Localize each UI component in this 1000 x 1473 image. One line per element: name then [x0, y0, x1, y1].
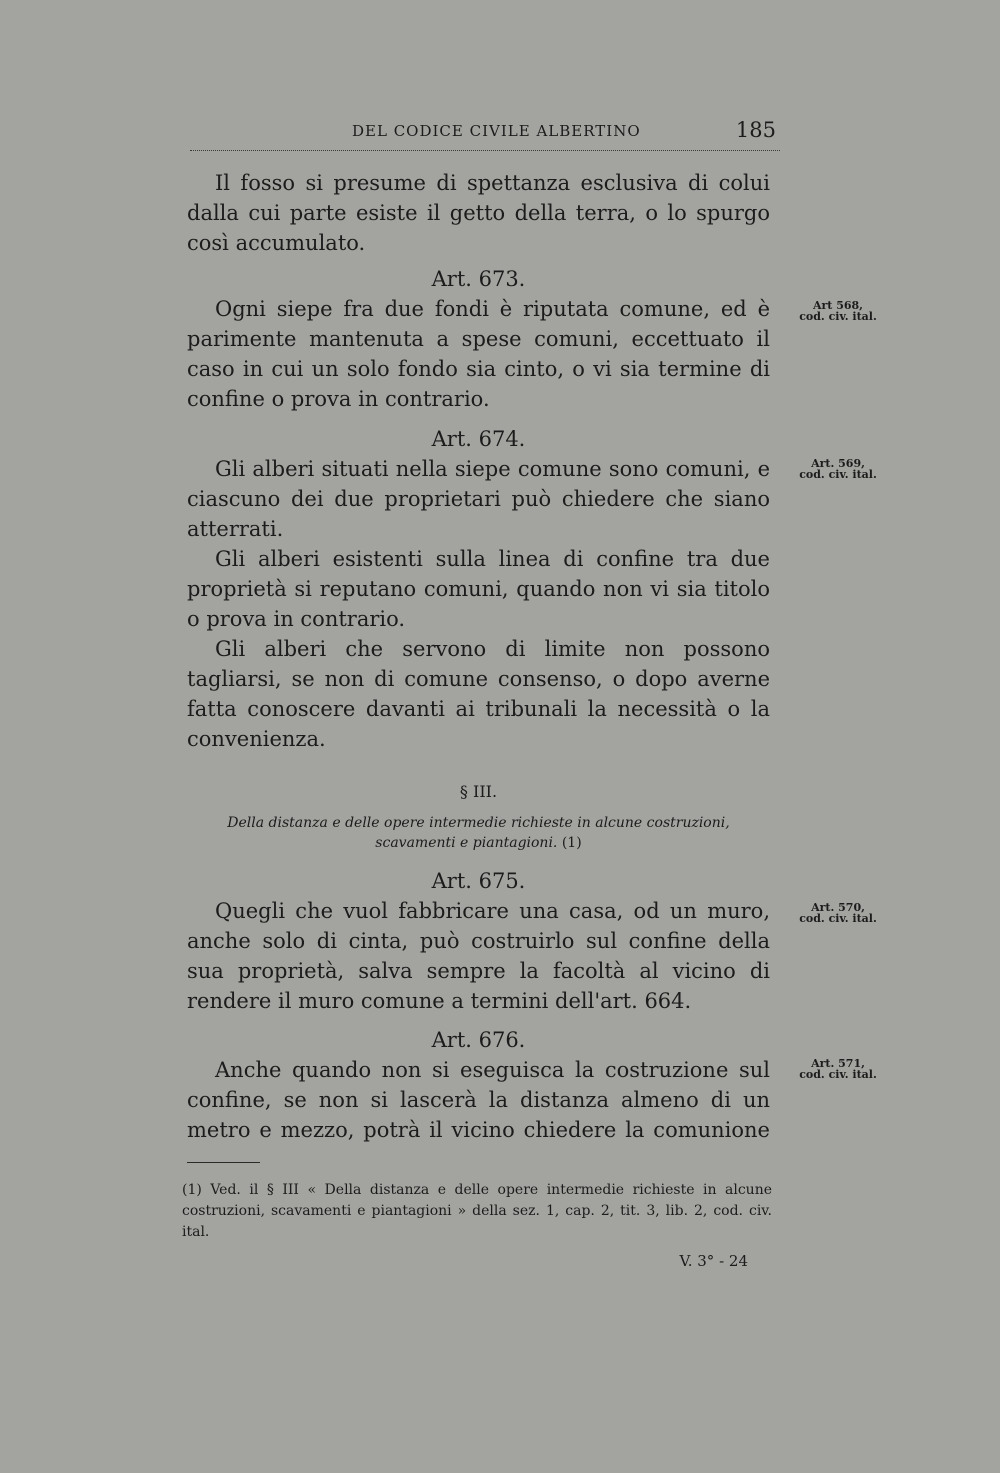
- section-title-text: scavamenti e piantagioni.: [375, 835, 558, 851]
- article-heading: Art. 674.: [431, 427, 526, 451]
- margin-note-line: Art. 571,: [811, 1057, 865, 1070]
- article-674: [187, 424, 770, 754]
- section-mark: § III.: [459, 782, 498, 801]
- paragraph: Il fosso si presume di spettanza esclusiva di colui dalla cui parte esiste il getto della terra, o lo spurgo così accumulato.: [187, 171, 770, 255]
- article-heading: Art. 673.: [431, 267, 526, 291]
- paragraph: Gli alberi che servono di limite non possono tagliarsi, se non di comune consenso, o dopo averne fatta conoscere davanti ai tribunali la necessità o la convenienza.: [187, 637, 770, 751]
- paragraph: Quegli che vuol fabbricare una casa, od un muro, anche solo di cinta, può costruirlo sul confine della sua proprietà, salva sempre la facoltà al vicino di rendere il muro comune a termini dell'art. 664.: [187, 899, 770, 1013]
- text-block-opening: [187, 168, 770, 258]
- margin-note-art-569: [793, 458, 883, 480]
- article-heading: Art. 676.: [431, 1028, 526, 1052]
- running-title: DEL CODICE CIVILE ALBERTINO: [352, 122, 641, 140]
- footnote-rule: [187, 1162, 260, 1163]
- footnote-ref: (1): [561, 835, 582, 851]
- article-heading: Art. 675.: [431, 869, 526, 893]
- article-676: [187, 1025, 770, 1145]
- margin-note-art-568: [793, 300, 883, 322]
- margin-note-line: Art 568,: [812, 299, 864, 312]
- signature-mark: V. 3° - 24: [679, 1252, 748, 1270]
- section-title-line-2: [187, 833, 770, 853]
- margin-note-art-570: [793, 902, 883, 924]
- margin-note-line: cod. civ. ital.: [799, 912, 877, 925]
- paragraph: Anche quando non si eseguisca la costruzione sul confine, se non si lascerà la distanza almeno di un metro e mezzo, potrà il vicino chiedere la comunione: [187, 1058, 770, 1142]
- running-header: [190, 120, 780, 151]
- page-number: 185: [735, 118, 776, 142]
- margin-note-line: cod. civ. ital.: [799, 310, 877, 323]
- margin-note-line: cod. civ. ital.: [799, 1068, 877, 1081]
- margin-note-art-571: [793, 1058, 883, 1080]
- paragraph: Ogni siepe fra due fondi è riputata comune, ed è parimente mantenuta a spese comuni, eccettuato il caso in cui un solo fondo sia cinto, o vi sia termine di confine o prova in contrario.: [187, 297, 770, 411]
- footnote: (1) Ved. il § III « Della distanza e delle opere intermedie richieste in alcune costruzioni, scavamenti e piantagioni » della sez. 1, cap. 2, tit. 3, lib. 2, cod. civ. ital.: [182, 1182, 772, 1240]
- section-title: [187, 813, 770, 853]
- article-673: [187, 264, 770, 414]
- section-title-line: Della distanza e delle opere intermedie richieste in alcune costruzioni,: [227, 815, 730, 831]
- article-675: [187, 866, 770, 1016]
- margin-note-line: cod. civ. ital.: [799, 468, 877, 481]
- margin-note-line: Art. 569,: [811, 457, 865, 470]
- margin-note-line: Art. 570,: [811, 901, 865, 914]
- paragraph: Gli alberi esistenti sulla linea di confine tra due proprietà si reputano comuni, quando non vi sia titolo o prova in contrario.: [187, 547, 770, 631]
- paragraph: Gli alberi situati nella siepe comune sono comuni, e ciascuno dei due proprietari può chiedere che siano atterrati.: [187, 457, 770, 541]
